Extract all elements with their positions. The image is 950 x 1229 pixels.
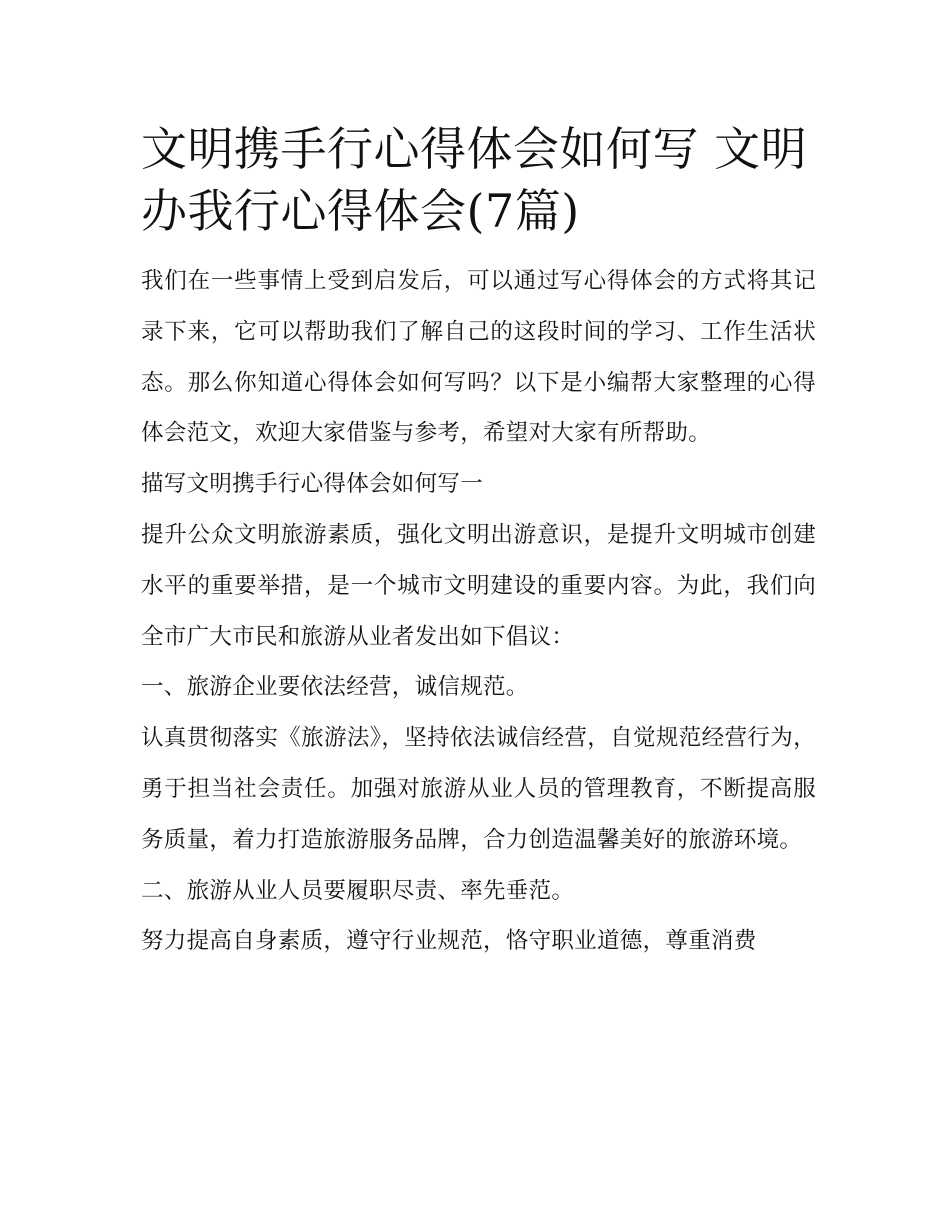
body-paragraph: 提升公众文明旅游素质，强化文明出游意识，是提升文明城市创建水平的重要举措，是一个城市文明建设的重要内容。为此，我们向全市广大市民和旅游从业者发出如下倡议：	[141, 521, 816, 650]
list-heading-1: 一、旅游企业要依法经营，诚信规范。	[141, 674, 529, 701]
list-heading-2: 二、旅游从业人员要履职尽责、率先垂范。	[141, 877, 575, 904]
section-heading-1: 描写文明携手行心得体会如何写一	[141, 471, 484, 498]
document-page	[141, 118, 816, 967]
body-paragraph: 认真贯彻落实《旅游法》，坚持依法诚信经营，自觉规范经营行为，勇于担当社会责任。加强对旅游从业人员的管理教育，不断提高服务质量，着力打造旅游服务品牌，合力创造温馨美好的旅游环境。	[141, 725, 816, 853]
intro-paragraph: 我们在一些事情上受到启发后，可以通过写心得体会的方式将其记录下来，它可以帮助我们了解自己的这段时间的学习、工作生活状态。那么你知道心得体会如何写吗？以下是小编帮大家整理的心得体会范文，欢迎大家借鉴与参考，希望对大家有所帮助。	[141, 268, 816, 447]
document-title: 文明携手行心得体会如何写 文明办我行心得体会(7篇)	[141, 122, 808, 238]
body-paragraph: 努力提高自身素质，遵守行业规范，恪守职业道德，尊重消费	[141, 928, 757, 955]
